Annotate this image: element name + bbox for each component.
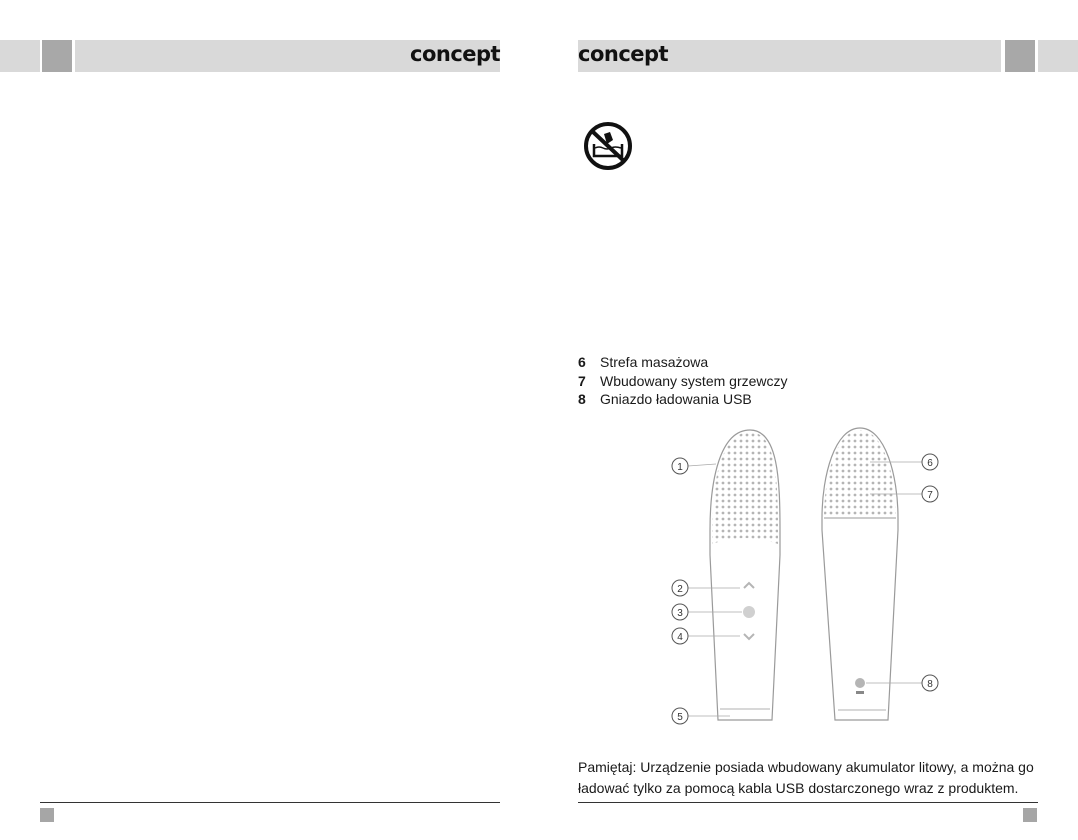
footer-marker-right (1023, 808, 1037, 822)
no-water-immersion-icon (580, 120, 636, 172)
callout-label: 2 (677, 584, 683, 595)
legend-label: Strefa masażowa (600, 354, 709, 370)
footer-line-right (578, 802, 1038, 803)
legend-label: Gniazdo ładowania USB (600, 391, 752, 407)
usb-charging-note (578, 757, 1058, 799)
callout-label: 7 (927, 490, 933, 501)
header-bar-left (0, 40, 40, 72)
footer-line-left (40, 802, 500, 803)
header-tab-left (42, 40, 72, 72)
callout-label: 8 (927, 679, 933, 690)
legend-item-6 (578, 353, 708, 371)
device-front (710, 430, 780, 720)
header-tab-right (1005, 40, 1035, 72)
callout-label: 6 (927, 458, 933, 469)
legend-item-8 (578, 390, 752, 408)
header-bar-right (1038, 40, 1078, 72)
note-line-1: Pamiętaj: Urządzenie posiada wbudowany akumulator litowy, a można go (578, 759, 1034, 775)
legend-item-7 (578, 372, 788, 390)
brand-logo-left: concept (410, 42, 501, 66)
callout-label: 1 (677, 462, 683, 473)
legend-number: 6 (578, 354, 586, 370)
legend-number: 7 (578, 373, 586, 389)
callout-label: 5 (677, 712, 683, 723)
device-diagram (660, 420, 960, 730)
callout-label: 3 (677, 608, 683, 619)
device-back (822, 428, 898, 720)
brand-logo-right: concept (578, 42, 669, 66)
footer-marker-left (40, 808, 54, 822)
legend-label: Wbudowany system grzewczy (600, 373, 788, 389)
note-line-2: ładować tylko za pomocą kabla USB dostarczonego wraz z produktem. (578, 780, 1019, 796)
callout-label: 4 (677, 632, 683, 643)
legend-number: 8 (578, 391, 586, 407)
